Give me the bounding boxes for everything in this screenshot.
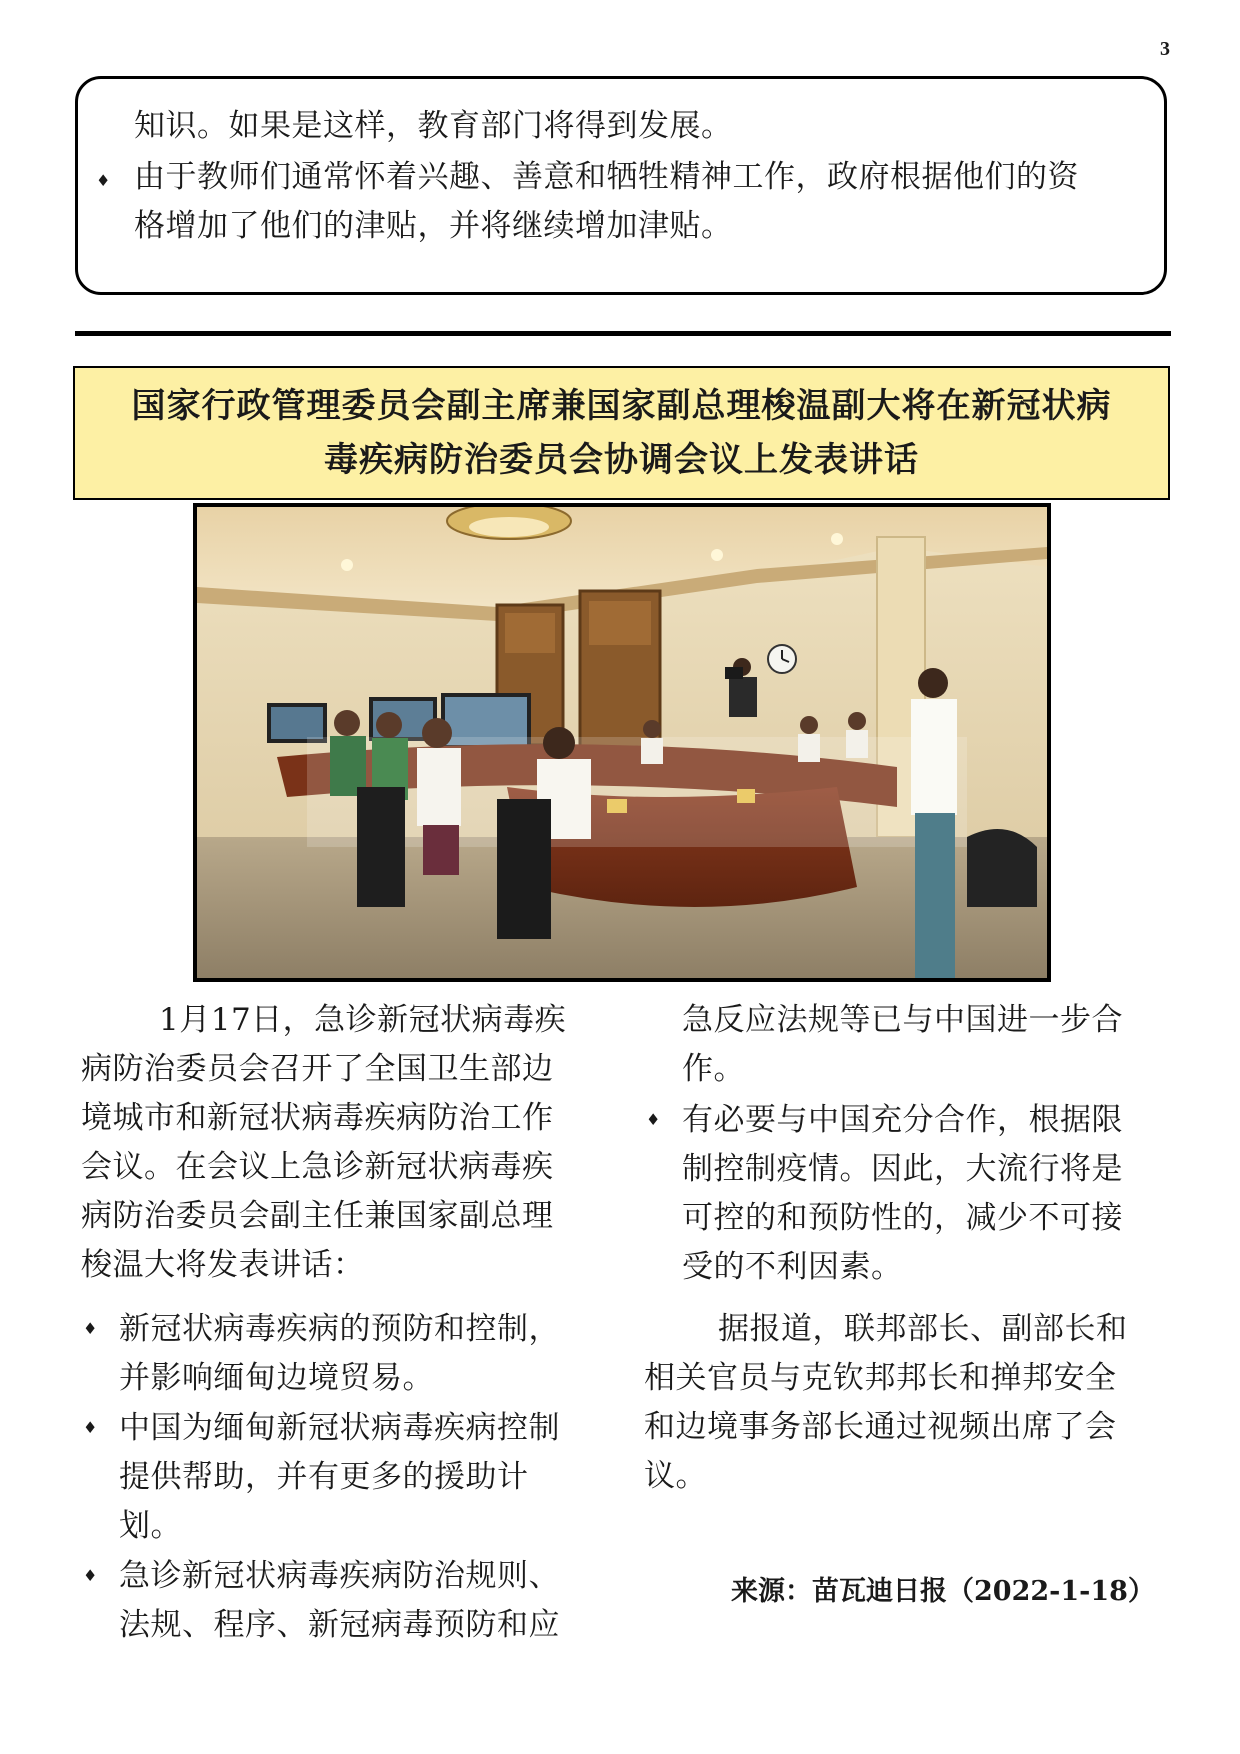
bullet-line: 并影响缅甸边境贸易。 bbox=[119, 1360, 434, 1396]
bullet-line: 作。 bbox=[682, 1051, 745, 1087]
article-headline bbox=[73, 366, 1170, 500]
bullet-line: 有必要与中国充分合作，根据限 bbox=[682, 1102, 1123, 1138]
source-citation: 来源：苗瓦迪日报（2022-1-18） bbox=[731, 1576, 1155, 1607]
bullet-marker: ♦ bbox=[83, 1418, 98, 1437]
headline-line: 国家行政管理委员会副主席兼国家副总理梭温副大将在新冠状病 bbox=[131, 386, 1112, 426]
box-text-line: 格增加了他们的津贴，并将继续增加津贴。 bbox=[134, 208, 733, 244]
continued-notice-box bbox=[75, 76, 1167, 295]
box-text-line: 由于教师们通常怀着兴趣、善意和牺牲精神工作，政府根据他们的资 bbox=[134, 159, 1079, 195]
meeting-photo bbox=[193, 503, 1051, 982]
paragraph-line: 病防治委员会副主任兼国家副总理 bbox=[81, 1198, 554, 1234]
bullet-line: 新冠状病毒疾病的预防和控制， bbox=[119, 1311, 560, 1347]
headline-line: 毒疾病防治委员会协调会议上发表讲话 bbox=[324, 440, 919, 480]
box-text-line: 知识。如果是这样，教育部门将得到发展。 bbox=[134, 108, 733, 144]
bullet-line: 急诊新冠状病毒疾病防治规则、 bbox=[119, 1558, 560, 1594]
bullet-line: 受的不利因素。 bbox=[682, 1249, 903, 1285]
paragraph-line: 1月17日，急诊新冠状病毒疾 bbox=[159, 1002, 567, 1038]
section-divider bbox=[75, 331, 1171, 336]
bullet-line: 急反应法规等已与中国进一步合 bbox=[682, 1002, 1123, 1038]
bullet-line: 中国为缅甸新冠状病毒疾病控制 bbox=[119, 1410, 560, 1446]
bullet-line: 划。 bbox=[119, 1508, 182, 1544]
paragraph-line: 议。 bbox=[644, 1458, 707, 1494]
paragraph-line: 病防治委员会召开了全国卫生部边 bbox=[81, 1051, 554, 1087]
page-number: 3 bbox=[1160, 38, 1170, 60]
paragraph-line: 和边境事务部长通过视频出席了会 bbox=[644, 1409, 1117, 1445]
bullet-marker: ♦ bbox=[96, 171, 111, 190]
bullet-line: 提供帮助，并有更多的援助计 bbox=[119, 1459, 529, 1495]
paragraph-line: 据报道，联邦部长、副部长和 bbox=[718, 1311, 1128, 1347]
bullet-line: 制控制疫情。因此，大流行将是 bbox=[682, 1151, 1123, 1187]
bullet-line: 法规、程序、新冠病毒预防和应 bbox=[119, 1607, 560, 1643]
bullet-line: 可控的和预防性的，减少不可接 bbox=[682, 1200, 1123, 1236]
bullet-marker: ♦ bbox=[83, 1319, 98, 1338]
paragraph-line: 境城市和新冠状病毒疾病防治工作 bbox=[81, 1100, 554, 1136]
paragraph-line: 梭温大将发表讲话： bbox=[81, 1247, 365, 1283]
bullet-marker: ♦ bbox=[646, 1110, 661, 1129]
bullet-marker: ♦ bbox=[83, 1566, 98, 1585]
paragraph-line: 相关官员与克钦邦邦长和掸邦安全 bbox=[644, 1360, 1117, 1396]
paragraph-line: 会议。在会议上急诊新冠状病毒疾 bbox=[81, 1149, 554, 1185]
